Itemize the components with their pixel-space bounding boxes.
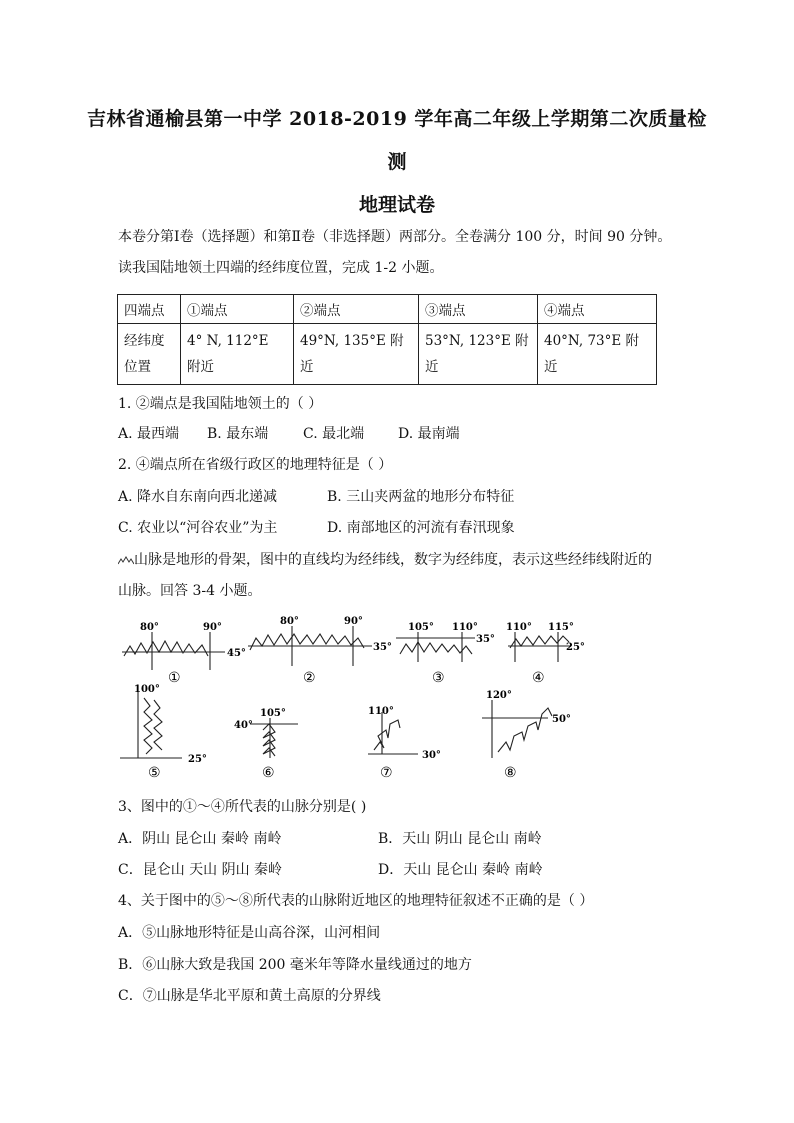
svg-text:30°: 30° — [422, 750, 441, 761]
table-cell: 49°N, 135°E 附 近 — [294, 324, 419, 385]
svg-text:110°: 110° — [368, 706, 394, 717]
table-header-row — [118, 295, 657, 324]
table-header-cell: ②端点 — [294, 295, 419, 324]
question-3-stem: 3、图中的①～④所代表的山脉分别是( ) — [118, 799, 367, 815]
question-3-option-d: D．天山 昆仑山 秦岭 南岭 — [378, 862, 543, 878]
svg-text:40°: 40° — [234, 720, 253, 731]
question-3-option-a: A．阴山 昆仑山 秦岭 南岭 — [118, 831, 282, 847]
svg-text:110°: 110° — [506, 622, 532, 633]
question-2-option-d: D. 南部地区的河流有春汛现象 — [327, 520, 515, 536]
question-4-option-a: A．⑤山脉地形特征是山高谷深，山河相间 — [118, 925, 381, 941]
svg-text:80°: 80° — [140, 622, 159, 633]
svg-text:105°: 105° — [408, 622, 434, 633]
table-cell: 4° N, 112°E 附近 — [181, 324, 294, 385]
svg-text:25°: 25° — [566, 642, 585, 653]
svg-text:120°: 120° — [486, 690, 512, 701]
question-2-option-b: B. 三山夹两盆的地形分布特征 — [327, 489, 515, 505]
svg-text:100°: 100° — [134, 684, 160, 695]
svg-text:105°: 105° — [260, 708, 286, 719]
svg-text:80°: 80° — [280, 616, 299, 627]
table-header-cell: ③端点 — [419, 295, 538, 324]
svg-text:90°: 90° — [203, 622, 222, 633]
question-4-option-c: C．⑦山脉是华北平原和黄土高原的分界线 — [118, 988, 381, 1004]
table-header-cell: 四端点 — [118, 295, 181, 324]
svg-text:⑤: ⑤ — [148, 765, 161, 781]
svg-text:115°: 115° — [548, 622, 574, 633]
svg-text:50°: 50° — [552, 714, 571, 725]
exam-title-line2: 测 — [387, 151, 407, 173]
question-1-option-b: B. 最东端 — [207, 426, 269, 442]
question-4-option-b: B．⑥山脉大致是我国 200 毫米年等降水量线通过的地方 — [118, 957, 472, 973]
extreme-points-table — [117, 294, 657, 385]
question-group-intro-2: 山脉是地形的骨架，图中的直线均为经纬线，数字为经纬度，表示这些经纬线附近的 — [118, 550, 652, 570]
svg-text:35°: 35° — [373, 642, 392, 653]
table-header-cell: ①端点 — [181, 295, 294, 324]
question-2-option-a: A. 降水自东南向西北递减 — [118, 489, 278, 505]
svg-text:⑦: ⑦ — [380, 765, 393, 781]
question-3-option-c: C．昆仑山 天山 阴山 秦岭 — [118, 862, 283, 878]
svg-text:⑥: ⑥ — [262, 765, 275, 781]
question-4-stem: 4、关于图中的⑤～⑧所代表的山脉附近地区的地理特征叙述不正确的是（ ） — [118, 893, 594, 909]
table-row-label: 经纬度 位置 — [118, 324, 181, 385]
intro-text: 本卷分第Ⅰ卷（选择题）和第Ⅱ卷（非选择题）两部分。全卷满分 100 分，时间 90 分钟。 — [118, 229, 672, 245]
svg-text:90°: 90° — [344, 616, 363, 627]
svg-text:③: ③ — [432, 670, 445, 686]
exam-subject-title: 地理试卷 — [358, 194, 435, 216]
question-group-intro-2-line2: 山脉。回答 3-4 小题。 — [118, 583, 262, 599]
table-header-cell: ④端点 — [538, 295, 657, 324]
question-1-option-a: A. 最西端 — [118, 426, 180, 442]
svg-text:35°: 35° — [476, 634, 495, 645]
question-2-stem: 2. ④端点所在省级行政区的地理特征是（ ） — [118, 457, 393, 473]
question-1-option-c: C. 最北端 — [303, 426, 365, 442]
table-cell: 40°N, 73°E 附 近 — [538, 324, 657, 385]
mountain-ranges-figure — [110, 612, 590, 784]
svg-text:④: ④ — [532, 670, 545, 686]
question-2-option-c: C. 农业以“河谷农业”为主 — [118, 520, 278, 536]
mountain-symbol-icon — [118, 554, 134, 566]
svg-text:①: ① — [168, 670, 181, 686]
svg-text:25°: 25° — [188, 754, 207, 765]
question-group-intro: 读我国陆地领土四端的经纬度位置，完成 1-2 小题。 — [118, 260, 444, 276]
exam-title-line1: 吉林省通榆县第一中学 2018-2019 学年高二年级上学期第二次质量检 — [87, 108, 707, 130]
svg-text:110°: 110° — [452, 622, 478, 633]
table-cell: 53°N, 123°E 附 近 — [419, 324, 538, 385]
table-row — [118, 324, 657, 385]
svg-text:⑧: ⑧ — [504, 765, 517, 781]
svg-text:②: ② — [303, 670, 316, 686]
svg-text:45°: 45° — [227, 648, 246, 659]
question-1-stem: 1. ②端点是我国陆地领土的（ ） — [118, 396, 323, 412]
question-3-option-b: B．天山 阴山 昆仑山 南岭 — [378, 831, 542, 847]
question-1-option-d: D. 最南端 — [398, 426, 460, 442]
